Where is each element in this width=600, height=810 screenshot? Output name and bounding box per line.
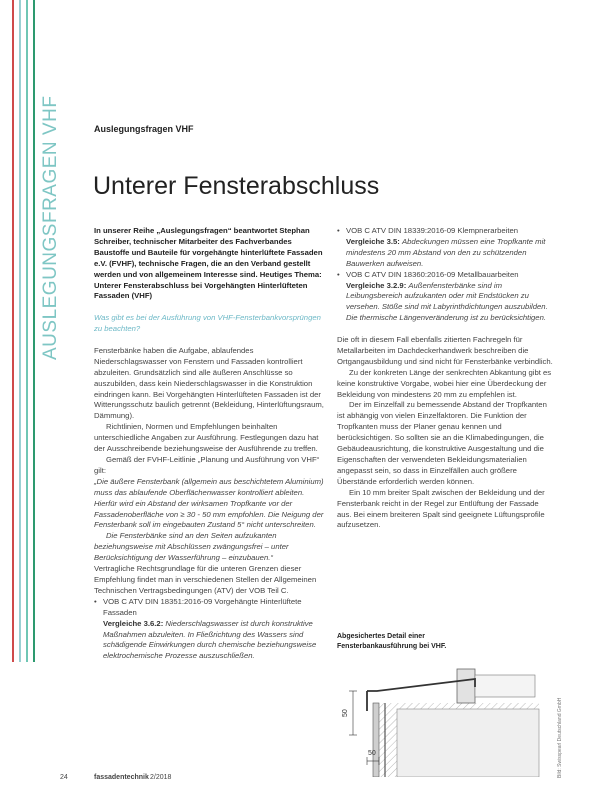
- paragraph: Vertragliche Rechtsgrundlage für die unteren Grenzen dieser Empfehlung findet man in verschiedenen Stellen der Allgemeinen Technischen Vertragsbedingungen (ATV) der VOB Teil C.: [94, 564, 317, 595]
- reference-label: Vergleiche 3.6.2:: [103, 618, 164, 628]
- page-number: 24: [60, 774, 68, 781]
- paragraph: Der im Einzelfall zu bemessende Abstand der Tropfkanten ist abhängig von vielen Einzelfaktoren. Die Funktion der Tropfkanten muss der Planer genau kennen und berücksichtigen. So sollten sie an die Klimabedingungen, die Gebäudeausrichtung, die konstruktive Ausgestaltung und die Eigenschaften der verwendeten Bekleidungsmaterialien angepasst sein, so dass in Einzelfällen auch größere Überstände erforderlich werden können.: [337, 400, 547, 486]
- list-item: [346, 270, 555, 325]
- stripe-teal: [26, 0, 28, 662]
- paragraph: Gemäß der FVHF-Leitlinie „Planung und Ausführung von VHF“ gilt:: [94, 455, 320, 475]
- reference-label: Vergleiche 3.2.9:: [346, 280, 407, 290]
- figure-caption: Abgesichertes Detail einer Fensterbankausführung bei VHF.: [337, 633, 447, 650]
- reference-text: Niederschlagswasser ist durch konstruktive Maßnahmen abzuleiten. In Fließrichtung des Wassers sind schädigende Einwirkungen durch chemische beziehungsweise elektrochemische Prozesse auszuschließen.: [103, 618, 317, 661]
- question-text: Was gibt es bei der Ausführung von VHF-Fensterbankvorsprüngen zu beachten?: [94, 313, 321, 334]
- list-item: [346, 226, 555, 270]
- list-item-title: VOB C ATV DIN 18339:2016-09 Klempnerarbeiten: [346, 226, 519, 235]
- paragraph: Fensterbänke haben die Aufgabe, ablaufendes Niederschlagswasser von Fenstern und Fassaden kontrolliert abzuleiten. Grundsätzlich sind alle äußeren Anschlüsse so auszubilden, dass kein Niederschlagswasser in die Konstruktion eindringen kann. Bei Vorgehängten Hinterlüfteten Fassaden ist der Witterungsschutz baulich getrennt (Bekleidung, Hinterlüftungsraum, Dämmung).: [94, 345, 324, 421]
- paragraph: Zu der konkreten Länge der senkrechten Abkantung gibt es keine konstruktive Vorgabe, wobei hier eine Überdeckung der Bekleidung von mindestens 20 mm zu empfehlen ist.: [337, 367, 552, 399]
- quote-paragraph: „Die äußere Fensterbank (allgemein aus beschichtetem Aluminium) muss das ablaufende Oberflächenwasser kontrolliert ableiten. Hierfür wird ein Abstand der wirksamen Tropfkante vor der Fassadenoberfläche von ≥ 30 - 50 mm empfohlen. Die Neigung der Fensterbank soll im eingebauten Zustand 5° nicht unterschreiten.: [94, 476, 324, 530]
- vob-list: [94, 597, 324, 662]
- list-item-title: VOB C ATV DIN 18351:2016-09 Vorgehängte Hinterlüftete Fassaden: [103, 596, 302, 617]
- magazine-name: fassadentechnik: [94, 774, 149, 781]
- vob-list: [337, 226, 555, 324]
- lead-paragraph: In unserer Reihe „Auslegungsfragen“ beantwortet Stephan Schreiber, technischer Mitarbeiter des Fachverbandes Baustoffe und Bauteile für vorgehängte hinterlüftete Fassaden e.V. (FVHF), technische Fragen, die an den Verband gestellt werden und von allgemeinem Interesse sind. Heutiges Thema: Unterer Fensterabschluss bei Vorgehängten Hinterlüfteten Fassaden (VHF): [94, 226, 323, 301]
- paragraph: Ein 10 mm breiter Spalt zwischen der Bekleidung und der Fensterbank reicht in der Regel zur Entlüftung der Fassade aus. Bei einem breiteren Spalt sind geeignete Lüftungsprofile aufzusetzen.: [337, 487, 545, 530]
- stripe-red: [12, 0, 14, 662]
- left-column: [94, 226, 324, 662]
- stripe-light-blue: [19, 0, 21, 662]
- paragraph: Die oft in diesem Fall ebenfalls zitierten Fachregeln für Metallarbeiten im Dachdeckerhandwerk beschreiben die Ortgangausbildung und sind nicht für Fensterbänke verbindlich.: [337, 335, 553, 366]
- facade-cladding: [373, 703, 379, 777]
- issue-number: 2/2018: [150, 774, 172, 781]
- window-sill-detail-drawing: [337, 665, 547, 777]
- image-credit: Bild: Swisspearl Deutschland GmbH: [557, 697, 563, 778]
- dimension-label-vertical: 50: [342, 709, 349, 717]
- quote-paragraph: Die Fensterbänke sind an den Seiten aufzukanten beziehungsweise mit Abschlüssen zwängungsfrei – unter Berücksichtigung der Wasserführung – einzubauen.“: [94, 531, 289, 563]
- reference-label: Vergleiche 3.5:: [346, 236, 400, 246]
- article-title: Unterer Fensterabschluss: [93, 172, 380, 200]
- insulation-block: [397, 709, 539, 777]
- list-item-title: VOB C ATV DIN 18360:2016-09 Metallbauarbeiten: [346, 269, 519, 279]
- reference-text: Außenfensterbänke sind im Leibungsbereich aufzukanten oder mit Endstücken zu versehen. Stöße sind mit Labyrinthdichtungen auszubilden. Die thermische Längenveränderung ist zu berücksichtigen.: [346, 280, 548, 323]
- window-profile: [475, 675, 535, 697]
- list-item: [103, 597, 324, 662]
- dimension-label-horizontal: 50: [368, 750, 376, 757]
- paragraph: Richtlinien, Normen und Empfehlungen beinhalten unterschiedliche Angaben zur Ausführung. Festlegungen dazu hat der Ausschreibende beziehungsweise der Ausführende zu treffen.: [94, 422, 319, 454]
- right-column: [337, 226, 555, 531]
- reference-text: Abdeckungen müssen eine Tropfkante mit mindestens 20 mm Abstand von den zu schützenden Bauwerken aufweisen.: [346, 236, 546, 268]
- vertical-section-title: AUSLEGUNGSFRAGEN VHF: [40, 95, 61, 360]
- stripe-green: [33, 0, 35, 662]
- window-frame: [457, 669, 475, 703]
- section-label: Auslegungsfragen VHF: [94, 124, 194, 134]
